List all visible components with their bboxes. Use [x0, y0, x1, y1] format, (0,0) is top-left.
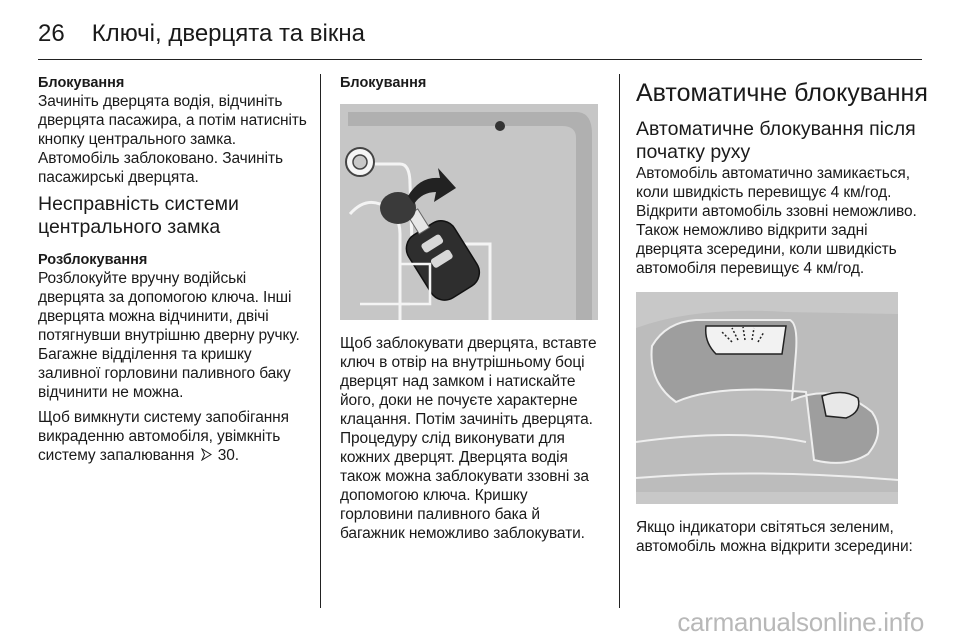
- door-handle-illustration: [636, 292, 898, 504]
- column-divider-2: [619, 74, 620, 608]
- lock-subheading-2: Блокування: [340, 75, 427, 91]
- immobilizer-text: Щоб вимкнути систему запобігання викраденню автомобіля, увімкніть систему запалювання: [38, 409, 289, 464]
- unlock-subheading: Розблокування: [38, 252, 148, 268]
- lock-instruction-paragraph: Щоб заблокувати дверцята, вставте ключ в отвір на внутрішньому боці дверцят над замком і натискайте його, доки не почуєте характерне клацання. Потім зачиніть дверцята. Процедуру слід виконувати для кожних дверцят. Дверцята водія також можна заблокувати ззовні за допомогою ключа. Кришку горловини паливного бака й багажник неможливо заблокувати.: [340, 335, 597, 542]
- chapter-title: Ключі, дверцята та вікна: [91, 20, 365, 47]
- lock-subheading: Блокування: [38, 75, 125, 91]
- auto-lock-heading: Автоматичне блокування: [636, 79, 928, 107]
- unlock-paragraph: Розблокуйте вручну водійські дверцята за допомогою ключа. Інші дверцята можна відчинити, двічі потягнувши внутрішню дверну ручку. Багажне відділення та кришку заливної горловини паливного баку відчинити не можна.: [38, 270, 300, 401]
- page-ref-arrow-icon: [201, 448, 212, 461]
- page-header: [38, 14, 365, 54]
- page-number: 26: [38, 20, 65, 47]
- fault-heading: Несправність системи центрального замка: [38, 193, 239, 238]
- lock-paragraph: Зачиніть дверцята водія, відчиніть дверцята пасажира, а потім натисніть кнопку центрального замка. Автомобіль заблоковано. Зачиніть пасажирські дверцята.: [38, 93, 307, 186]
- watermark: carmanualsonline.info: [677, 607, 924, 637]
- auto-lock-subheading: Автоматичне блокування після початку руху: [636, 118, 916, 163]
- column-divider-1: [320, 74, 321, 608]
- column-3: [636, 74, 928, 562]
- auto-lock-paragraph: Автомобіль автоматично замикається, коли швидкість перевищує 4 км/год. Відкрити автомобіль ззовні неможливо. Також неможливо відкрити задні дверцята зсередини, коли швидкість автомобіля перевищує 4 км/год.: [636, 165, 917, 277]
- header-rule: [38, 59, 922, 60]
- indicator-paragraph: Якщо індикатори світяться зеленим, автомобіль можна відкрити зсередини:: [636, 519, 913, 555]
- page-ref-number: 30.: [217, 447, 239, 464]
- column-2: [340, 74, 604, 549]
- immobilizer-paragraph: [38, 408, 314, 465]
- key-lock-illustration: [340, 104, 598, 320]
- column-1: [38, 74, 314, 471]
